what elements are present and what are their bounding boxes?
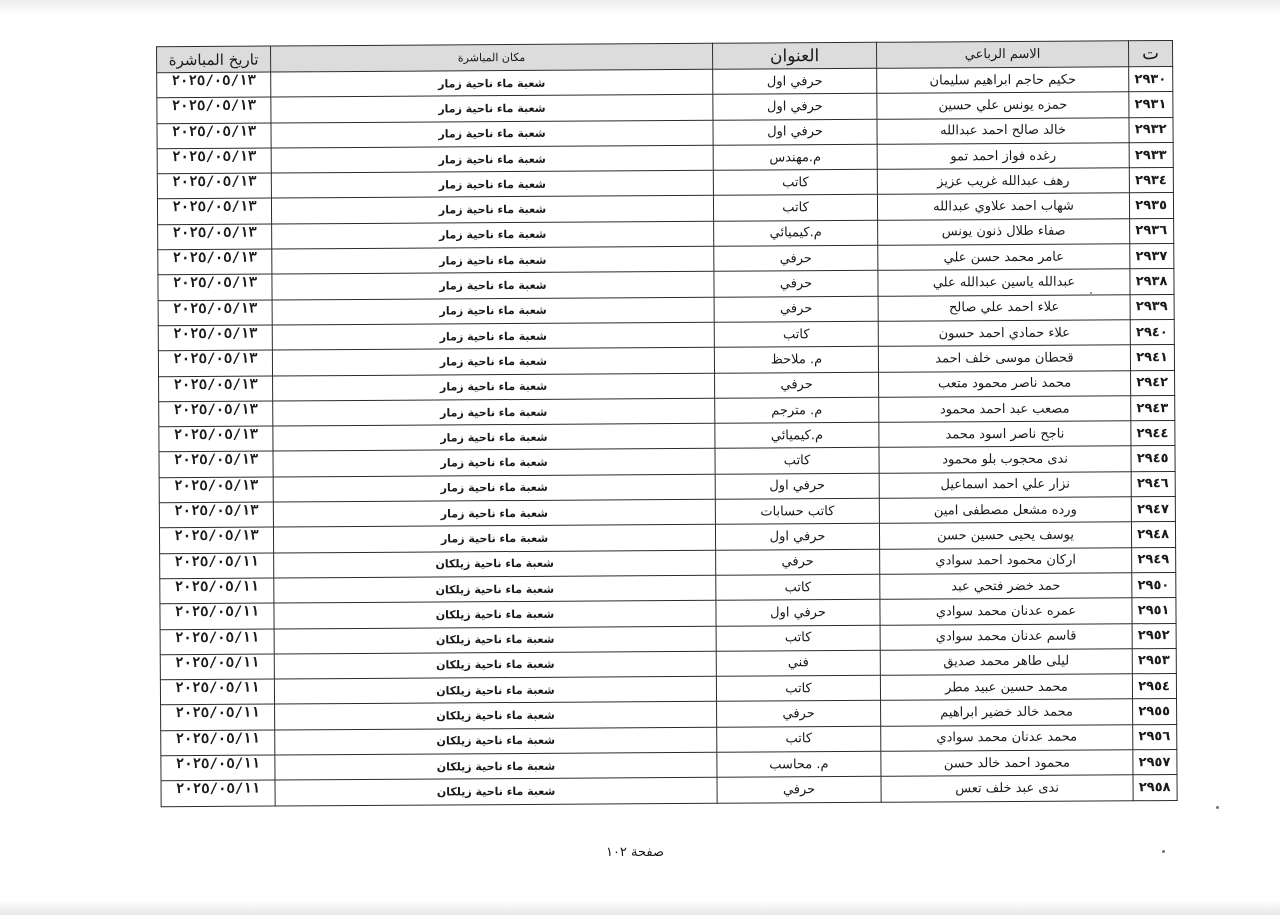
job-title-cell: كاتب حسابات xyxy=(715,498,879,524)
job-title-cell: فني xyxy=(716,650,880,676)
serial-number-cell: ٢٩٥٧ xyxy=(1133,749,1177,775)
work-place-cell: شعبة ماء ناحية زيلكان xyxy=(275,702,717,730)
serial-number-cell: ٢٩٣٣ xyxy=(1129,142,1173,168)
serial-number-cell: ٢٩٤٠ xyxy=(1130,319,1174,345)
header-full-name: الاسم الرباعي xyxy=(877,41,1129,69)
job-title-cell: م.مهندس xyxy=(713,144,877,170)
serial-number-cell: ٢٩٣٢ xyxy=(1129,117,1173,143)
start-date-cell: ٢٠٢٥/٠٥/١٣ xyxy=(159,527,273,553)
full-name-cell: قحطان موسى خلف احمد xyxy=(878,345,1130,372)
work-place-cell: شعبة ماء ناحية زيلكان xyxy=(274,676,716,704)
header-start-date: تاريخ المباشرة xyxy=(157,46,271,73)
full-name-cell: ندى محجوب بلو محمود xyxy=(879,446,1131,473)
serial-number-cell: ٢٩٥٠ xyxy=(1132,572,1176,598)
work-place-cell: شعبة ماء ناحية زمار xyxy=(271,145,713,173)
full-name-cell: ورده مشعل مصطفى امين xyxy=(879,497,1131,524)
scan-speck xyxy=(1216,806,1219,809)
page-number: صفحة ١٠٢ xyxy=(605,845,665,860)
work-place-cell: شعبة ماء ناحية زمار xyxy=(272,272,714,300)
job-title-cell: كاتب xyxy=(717,726,881,752)
start-date-cell: ٢٠٢٥/٠٥/١٣ xyxy=(159,477,273,503)
work-place-cell: شعبة ماء ناحية زيلكان xyxy=(274,575,716,603)
serial-number-cell: ٢٩٥٤ xyxy=(1132,674,1176,700)
full-name-cell: محمد حسين عبيد مطر xyxy=(880,674,1132,701)
work-place-cell: شعبة ماء ناحية زمار xyxy=(271,170,713,198)
serial-number-cell: ٢٩٤٧ xyxy=(1131,497,1175,523)
full-name-cell: حمد خضر فتحي عبد xyxy=(880,573,1132,600)
full-name-cell: حمزه يونس علي حسين xyxy=(877,92,1129,119)
job-title-cell: حرفي xyxy=(714,271,878,297)
start-date-cell: ٢٠٢٥/٠٥/١١ xyxy=(160,578,274,604)
work-place-cell: شعبة ماء ناحية زيلكان xyxy=(275,778,717,806)
start-date-cell: ٢٠٢٥/٠٥/١٣ xyxy=(157,72,271,98)
serial-number-cell: ٢٩٣٠ xyxy=(1129,66,1173,92)
job-title-cell: حرفي xyxy=(714,245,878,271)
start-date-cell: ٢٠٢٥/٠٥/١٣ xyxy=(159,502,273,528)
work-place-cell: شعبة ماء ناحية زمار xyxy=(272,322,714,350)
full-name-cell: علاء احمد علي صالح xyxy=(878,294,1130,321)
job-title-cell: كاتب xyxy=(714,321,878,347)
start-date-cell: ٢٠٢٥/٠٥/١٣ xyxy=(158,325,272,351)
serial-number-cell: ٢٩٣٦ xyxy=(1130,218,1174,244)
full-name-cell: ندى عبد خلف تعس xyxy=(881,775,1133,802)
job-title-cell: حرفي اول xyxy=(716,600,880,626)
serial-number-cell: ٢٩٣٤ xyxy=(1129,168,1173,194)
serial-number-cell: ٢٩٤٢ xyxy=(1131,370,1175,396)
start-date-cell: ٢٠٢٥/٠٥/١٣ xyxy=(158,249,272,275)
serial-number-cell: ٢٩٥٥ xyxy=(1133,699,1177,725)
start-date-cell: ٢٠٢٥/٠٥/١٣ xyxy=(157,173,271,199)
job-title-cell: كاتب xyxy=(716,675,880,701)
full-name-cell: رهف عبدالله غريب عزيز xyxy=(877,168,1129,195)
work-place-cell: شعبة ماء ناحية زمار xyxy=(271,196,713,224)
serial-number-cell: ٢٩٥٨ xyxy=(1133,775,1177,801)
job-title-cell: حرفي اول xyxy=(713,94,877,120)
job-title-cell: حرفي xyxy=(714,296,878,322)
full-name-cell: ناجح ناصر اسود محمد xyxy=(879,421,1131,448)
full-name-cell: محمد خالد خضير ابراهيم xyxy=(881,699,1133,726)
start-date-cell: ٢٠٢٥/٠٥/١٣ xyxy=(158,224,272,250)
full-name-cell: عمره عدنان محمد سوادي xyxy=(880,598,1132,625)
work-place-cell: شعبة ماء ناحية زمار xyxy=(273,525,715,553)
start-date-cell: ٢٠٢٥/٠٥/١١ xyxy=(161,780,275,806)
serial-number-cell: ٢٩٣٧ xyxy=(1130,244,1174,270)
start-date-cell: ٢٠٢٥/٠٥/١٣ xyxy=(158,274,272,300)
start-date-cell: ٢٠٢٥/٠٥/١٣ xyxy=(159,451,273,477)
table-body xyxy=(157,66,1177,806)
work-place-cell: شعبة ماء ناحية زيلكان xyxy=(274,601,716,629)
start-date-cell: ٢٠٢٥/٠٥/١١ xyxy=(161,730,275,756)
work-place-cell: شعبة ماء ناحية زيلكان xyxy=(275,752,717,780)
job-title-cell: كاتب xyxy=(716,574,880,600)
start-date-cell: ٢٠٢٥/٠٥/١١ xyxy=(160,679,274,705)
work-place-cell: شعبة ماء ناحية زيلكان xyxy=(274,626,716,654)
full-name-cell: علاء حمادي احمد حسون xyxy=(878,320,1130,347)
full-name-cell: شهاب احمد علاوي عبدالله xyxy=(877,193,1129,220)
work-place-cell: شعبة ماء ناحية زمار xyxy=(271,69,713,97)
full-name-cell: نزار علي احمد اسماعيل xyxy=(879,472,1131,499)
job-title-cell: حرفي xyxy=(716,549,880,575)
serial-number-cell: ٢٩٣١ xyxy=(1129,92,1173,118)
full-name-cell: عبدالله ياسين عبدالله علي xyxy=(878,269,1130,296)
start-date-cell: ٢٠٢٥/٠٥/١٣ xyxy=(158,300,272,326)
job-title-cell: م.كيميائي xyxy=(715,422,879,448)
job-title-cell: م.كيميائي xyxy=(714,220,878,246)
work-place-cell: شعبة ماء ناحية زمار xyxy=(272,221,714,249)
full-name-cell: رغده فواز احمد تمو xyxy=(877,143,1129,170)
full-name-cell: ليلى طاهر محمد صديق xyxy=(880,649,1132,676)
start-date-cell: ٢٠٢٥/٠٥/١٣ xyxy=(157,198,271,224)
scan-speck xyxy=(1090,292,1092,294)
serial-number-cell: ٢٩٤٣ xyxy=(1131,395,1175,421)
serial-number-cell: ٢٩٥٦ xyxy=(1133,724,1177,750)
work-place-cell: شعبة ماء ناحية زمار xyxy=(273,449,715,477)
work-place-cell: شعبة ماء ناحية زمار xyxy=(272,246,714,274)
job-title-cell: حرفي اول xyxy=(713,68,877,94)
start-date-cell: ٢٠٢٥/٠٥/١١ xyxy=(161,704,275,730)
serial-number-cell: ٢٩٥٢ xyxy=(1132,623,1176,649)
start-date-cell: ٢٠٢٥/٠٥/١٣ xyxy=(159,426,273,452)
work-place-cell: شعبة ماء ناحية زمار xyxy=(273,499,715,527)
work-place-cell: شعبة ماء ناحية زيلكان xyxy=(274,550,716,578)
employee-roster-table xyxy=(156,40,1178,807)
scan-speck xyxy=(1162,850,1165,853)
full-name-cell: قاسم عدنان محمد سوادي xyxy=(880,623,1132,650)
serial-number-cell: ٢٩٤٥ xyxy=(1131,446,1175,472)
full-name-cell: خالد صالح احمد عبدالله xyxy=(877,117,1129,144)
work-place-cell: شعبة ماء ناحية زمار xyxy=(273,474,715,502)
full-name-cell: محمد عدنان محمد سوادي xyxy=(881,724,1133,751)
job-title-cell: كاتب xyxy=(716,625,880,651)
serial-number-cell: ٢٩٣٥ xyxy=(1129,193,1173,219)
serial-number-cell: ٢٩٤٦ xyxy=(1131,471,1175,497)
start-date-cell: ٢٠٢٥/٠٥/١١ xyxy=(160,629,274,655)
job-title-cell: حرفي xyxy=(717,701,881,727)
start-date-cell: ٢٠٢٥/٠٥/١٣ xyxy=(159,376,273,402)
job-title-cell: حرفي اول xyxy=(713,119,877,145)
work-place-cell: شعبة ماء ناحية زمار xyxy=(273,423,715,451)
job-title-cell: كاتب xyxy=(713,169,877,195)
serial-number-cell: ٢٩٣٨ xyxy=(1130,269,1174,295)
serial-number-cell: ٢٩٤٨ xyxy=(1131,522,1175,548)
full-name-cell: حكيم حاجم ابراهيم سليمان xyxy=(877,67,1129,94)
job-title-cell: حرفي اول xyxy=(715,473,879,499)
job-title-cell: كاتب xyxy=(715,448,879,474)
serial-number-cell: ٢٩٥٣ xyxy=(1132,648,1176,674)
serial-number-cell: ٢٩٤١ xyxy=(1130,345,1174,371)
job-title-cell: م. محاسب xyxy=(717,751,881,777)
full-name-cell: محمد ناصر محمود متعب xyxy=(879,370,1131,397)
header-serial-number: ت xyxy=(1129,40,1173,66)
job-title-cell: حرفي اول xyxy=(715,524,879,550)
full-name-cell: محمود احمد خالد حسن xyxy=(881,750,1133,777)
scan-bottom-edge xyxy=(0,901,1280,915)
start-date-cell: ٢٠٢٥/٠٥/١١ xyxy=(160,654,274,680)
header-job-title: العنوان xyxy=(713,42,877,69)
full-name-cell: صفاء طلال ذنون يونس xyxy=(878,219,1130,246)
job-title-cell: م. ملاحظ xyxy=(714,347,878,373)
work-place-cell: شعبة ماء ناحية زمار xyxy=(272,297,714,325)
full-name-cell: اركان محمود احمد سوادي xyxy=(880,547,1132,574)
start-date-cell: ٢٠٢٥/٠٥/١١ xyxy=(160,553,274,579)
work-place-cell: شعبة ماء ناحية زمار xyxy=(271,95,713,123)
job-title-cell: حرفي xyxy=(717,777,881,803)
full-name-cell: عامر محمد حسن علي xyxy=(878,244,1130,271)
job-title-cell: كاتب xyxy=(713,195,877,221)
roster-table-container xyxy=(156,40,1177,807)
work-place-cell: شعبة ماء ناحية زيلكان xyxy=(275,727,717,755)
work-place-cell: شعبة ماء ناحية زمار xyxy=(271,120,713,148)
start-date-cell: ٢٠٢٥/٠٥/١١ xyxy=(160,603,274,629)
full-name-cell: يوسف يحيى حسين حسن xyxy=(879,522,1131,549)
start-date-cell: ٢٠٢٥/٠٥/١١ xyxy=(161,755,275,781)
work-place-cell: شعبة ماء ناحية زمار xyxy=(273,373,715,401)
serial-number-cell: ٢٩٤٩ xyxy=(1132,547,1176,573)
serial-number-cell: ٢٩٣٩ xyxy=(1130,294,1174,320)
start-date-cell: ٢٠٢٥/٠٥/١٣ xyxy=(157,123,271,149)
start-date-cell: ٢٠٢٥/٠٥/١٣ xyxy=(157,97,271,123)
table-row xyxy=(161,775,1177,807)
job-title-cell: م. مترجم xyxy=(715,397,879,423)
job-title-cell: حرفي xyxy=(715,372,879,398)
serial-number-cell: ٢٩٤٤ xyxy=(1131,421,1175,447)
full-name-cell: مصعب عبد احمد محمود xyxy=(879,396,1131,423)
serial-number-cell: ٢٩٥١ xyxy=(1132,598,1176,624)
start-date-cell: ٢٠٢٥/٠٥/١٣ xyxy=(159,401,273,427)
header-work-place: مكان المباشرة xyxy=(271,43,713,72)
start-date-cell: ٢٠٢٥/٠٥/١٣ xyxy=(158,350,272,376)
work-place-cell: شعبة ماء ناحية زمار xyxy=(273,398,715,426)
work-place-cell: شعبة ماء ناحية زيلكان xyxy=(274,651,716,679)
scan-top-edge xyxy=(0,0,1280,14)
start-date-cell: ٢٠٢٥/٠٥/١٣ xyxy=(157,148,271,174)
work-place-cell: شعبة ماء ناحية زمار xyxy=(272,348,714,376)
